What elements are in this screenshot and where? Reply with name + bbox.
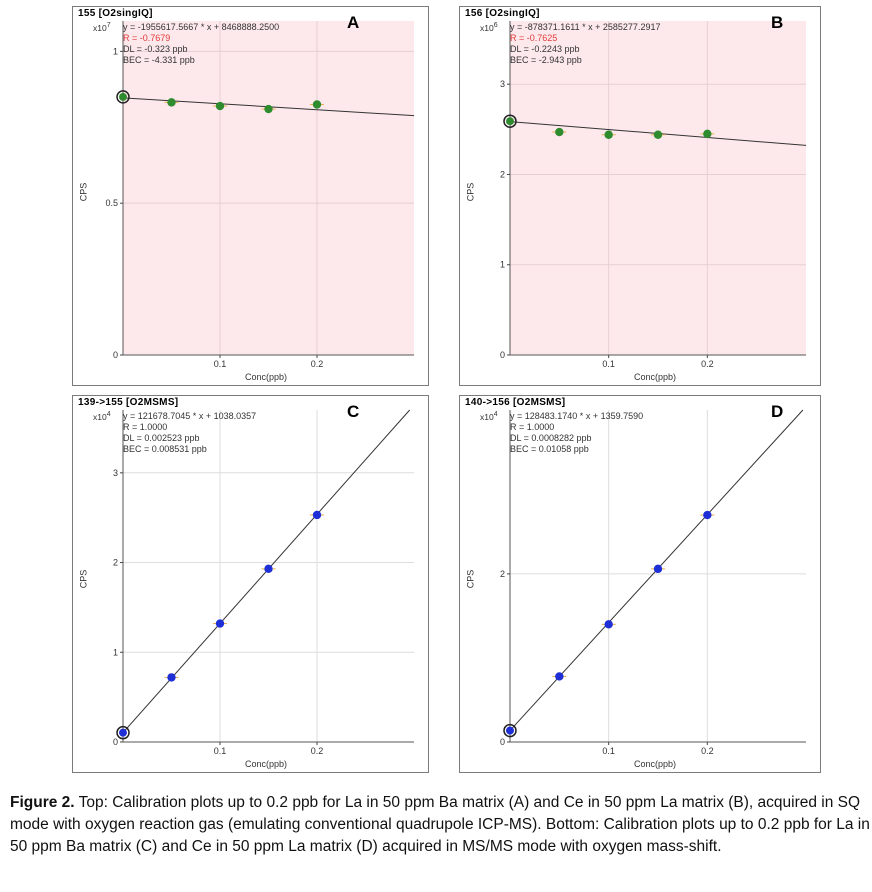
data-point: [703, 130, 711, 138]
panel-title: 140->156 [O2MSMS]: [465, 397, 566, 408]
scale-prefix: x10: [93, 411, 107, 422]
caption-text: Top: Calibration plots up to 0.2 ppb for La in 50 ppm Ba matrix (A) and Ce in 50 ppm La matrix (B), acquired in SQ mode with oxygen reaction gas (emulating conventional quadrupole ICP-MS). Bottom: Calibration plots up to 0.2 ppb for La in 50 ppm Ba matrix (C) and Ce in 50 ppm La matrix (D) acquired in MS/MS mode with oxygen mass-shift.: [10, 794, 870, 855]
fit-dl: DL = -0.323 ppb: [123, 44, 188, 54]
x-axis-label: Conc(ppb): [634, 372, 677, 382]
chart-panel-c: [72, 395, 429, 773]
data-point: [604, 131, 612, 139]
panel-letter: C: [347, 402, 360, 421]
fit-dl: DL = 0.002523 ppb: [123, 433, 200, 443]
panel-title: 155 [O2singIQ]: [78, 8, 153, 19]
y-axis-label: CPS: [465, 182, 476, 202]
x-tick-label: 0.1: [213, 746, 227, 756]
data-point: [506, 727, 514, 735]
fit-bec: BEC = -2.943 ppb: [510, 55, 582, 65]
x-tick-label: 0.1: [213, 359, 227, 369]
panel-title: 156 [O2singIQ]: [465, 8, 540, 19]
data-point: [654, 565, 662, 573]
data-point: [216, 102, 224, 110]
fit-r-value: R = 1.0000: [510, 422, 555, 432]
y-tick-label: 0: [112, 350, 118, 360]
x-tick-label: 0.1: [602, 746, 615, 756]
y-tick-label: 2: [112, 557, 118, 568]
y-tick-label: 3: [112, 467, 118, 478]
fit-bec: BEC = 0.01058 ppb: [510, 444, 589, 454]
scale-prefix: x10: [480, 22, 494, 33]
x-tick-label: 0.1: [602, 359, 615, 369]
x-axis-label: Conc(ppb): [245, 372, 288, 382]
fit-r-value: R = -0.7625: [510, 33, 558, 43]
data-point: [264, 565, 272, 573]
scale-exponent: 7: [106, 22, 111, 29]
y-tick-label: 0: [499, 737, 505, 747]
scale-exponent: 4: [106, 411, 111, 418]
y-scale-label: [480, 411, 498, 422]
x-tick-label: 0.2: [310, 746, 324, 756]
data-point: [654, 131, 662, 139]
data-point: [167, 673, 175, 681]
data-point: [264, 105, 272, 113]
data-point: [167, 98, 175, 106]
y-scale-label: [93, 411, 111, 422]
data-point: [216, 619, 224, 627]
y-tick-label: 2: [499, 568, 505, 579]
fit-equation: y = 128483.1740 * x + 1359.7590: [510, 411, 644, 421]
y-axis-label: CPS: [465, 569, 476, 589]
x-tick-label: 0.2: [701, 359, 714, 369]
x-axis-label: Conc(ppb): [245, 759, 288, 769]
data-point: [119, 93, 127, 101]
scale-prefix: x10: [93, 22, 107, 33]
data-point: [604, 620, 612, 628]
panel-letter: A: [347, 13, 360, 32]
scale-prefix: x10: [480, 411, 494, 422]
y-tick-label: 0.5: [105, 198, 118, 209]
y-tick-label: 2: [499, 169, 505, 180]
fit-equation: y = -1955617.5667 * x + 8468888.2500: [123, 22, 280, 32]
x-axis-label: Conc(ppb): [634, 759, 677, 769]
y-tick-label: 0: [499, 350, 505, 360]
scale-exponent: 4: [493, 411, 498, 418]
fit-r-value: R = 1.0000: [123, 422, 168, 432]
y-tick-label: 0: [112, 737, 118, 747]
fit-dl: DL = 0.0008282 ppb: [510, 433, 592, 443]
chart-panel-a: [72, 6, 429, 386]
y-tick-label: 1: [499, 259, 505, 270]
plot-area: [123, 21, 414, 355]
fit-r-value: R = -0.7679: [123, 33, 171, 43]
fit-equation: y = 121678.7045 * x + 1038.0357: [123, 411, 257, 421]
panel-title: 139->155 [O2MSMS]: [78, 397, 179, 408]
data-point: [313, 100, 321, 108]
data-point: [313, 511, 321, 519]
fit-bec: BEC = -4.331 ppb: [123, 55, 195, 65]
caption-label: Figure 2.: [10, 794, 75, 811]
chart-panel-d: [459, 395, 821, 773]
data-point: [506, 117, 514, 125]
scale-exponent: 6: [493, 22, 498, 29]
data-point: [555, 128, 563, 136]
figure-caption: [10, 792, 870, 858]
plot-area: [123, 410, 414, 742]
y-scale-label: [480, 22, 498, 33]
plot-area: [510, 410, 806, 742]
fit-bec: BEC = 0.008531 ppb: [123, 444, 207, 454]
fit-equation: y = -878371.1611 * x + 2585277.2917: [510, 22, 661, 32]
data-point: [555, 672, 563, 680]
plot-area: [510, 21, 806, 355]
x-tick-label: 0.2: [701, 746, 714, 756]
y-scale-label: [93, 22, 111, 33]
panel-letter: D: [771, 402, 784, 421]
x-tick-label: 0.2: [310, 359, 324, 369]
panel-letter: B: [771, 13, 784, 32]
y-axis-label: CPS: [78, 182, 89, 202]
fit-dl: DL = -0.2243 ppb: [510, 44, 580, 54]
data-point: [119, 729, 127, 737]
y-tick-label: 1: [112, 46, 118, 57]
y-tick-label: 1: [112, 647, 118, 658]
y-axis-label: CPS: [78, 569, 89, 589]
chart-panel-b: [459, 6, 821, 386]
y-tick-label: 3: [499, 79, 505, 90]
data-point: [703, 511, 711, 519]
